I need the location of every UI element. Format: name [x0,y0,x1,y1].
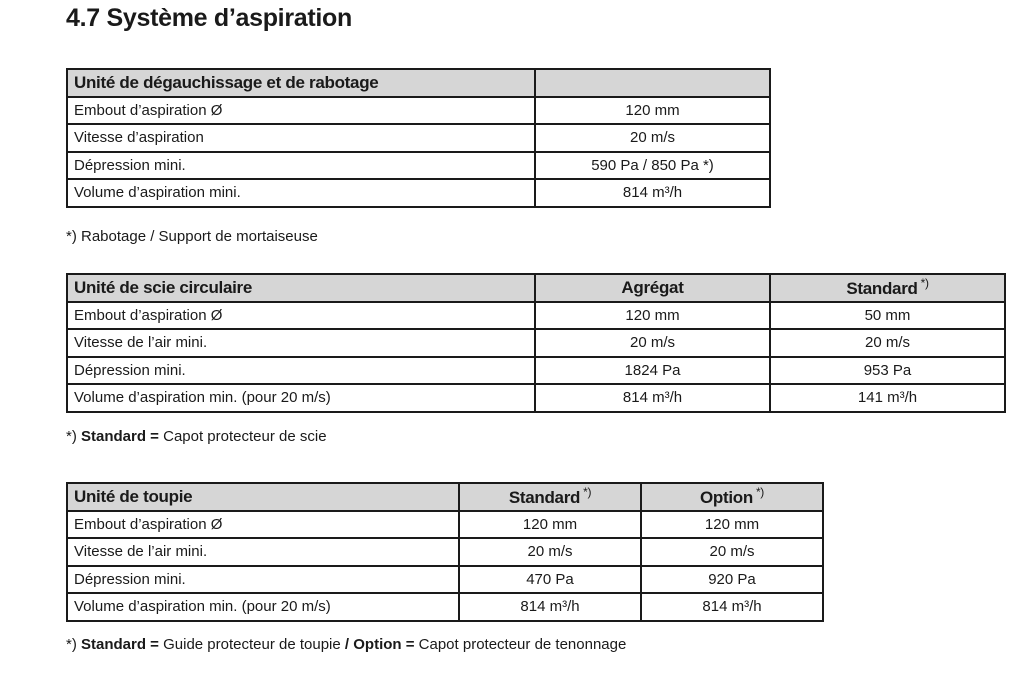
row-value: 590 Pa / 850 Pa *) [535,152,770,180]
row-label: Embout d’aspiration Ø [67,97,535,125]
footnote-text: Guide protecteur de toupie [158,636,345,653]
row-value: 470 Pa [459,566,641,594]
row-value: 20 m/s [770,329,1005,357]
row-value: 814 m³/h [535,384,770,412]
header-cell: Unité de toupie [67,483,459,511]
row-value: 814 m³/h [535,179,770,207]
table-row [67,302,1005,330]
footnote-bold: / Option = [344,636,415,653]
circular-saw-table [66,273,1006,413]
row-value: 20 m/s [535,329,770,357]
header-cell [641,483,823,511]
table-row [67,357,1005,385]
table-row [67,179,770,207]
footnote-prefix: *) [66,636,81,653]
row-label: Vitesse de l’air mini. [67,538,459,566]
header-cell: Agrégat [535,274,770,302]
row-value: 953 Pa [770,357,1005,385]
footnote [66,636,626,653]
footnote-prefix: *) [66,428,81,445]
table-header-row [67,69,770,97]
header-cell: Unité de scie circulaire [67,274,535,302]
row-label: Embout d’aspiration Ø [67,302,535,330]
row-value: 1824 Pa [535,357,770,385]
planing-unit-table [66,68,771,208]
row-value: 20 m/s [459,538,641,566]
header-cell: Unité de dégauchissage et de rabotage [67,69,535,97]
row-label: Embout d’aspiration Ø [67,511,459,539]
footnote-marker: *) [755,485,765,500]
row-value: 120 mm [459,511,641,539]
table-row [67,97,770,125]
row-label: Vitesse d’aspiration [67,124,535,152]
footnote-bold: Standard = [81,636,159,653]
row-label: Dépression mini. [67,152,535,180]
table-row [67,538,823,566]
row-value: 814 m³/h [459,593,641,621]
table-row [67,511,823,539]
section-title: 4.7 Système d’aspiration [66,4,352,32]
row-label: Dépression mini. [67,357,535,385]
table-header-row [67,483,823,511]
table-row [67,593,823,621]
footnote-marker: *) [583,485,592,500]
row-value: 20 m/s [641,538,823,566]
header-cell [459,483,641,511]
footnote [66,428,327,445]
footnote-text: Capot protecteur de tenonnage [414,636,627,653]
row-value: 120 mm [535,97,770,125]
header-cell [535,69,770,97]
footnote-bold: Standard = [81,428,159,445]
row-label: Volume d’aspiration min. (pour 20 m/s) [67,384,535,412]
row-value: 50 mm [770,302,1005,330]
row-value: 120 mm [535,302,770,330]
row-label: Vitesse de l’air mini. [67,329,535,357]
row-label: Dépression mini. [67,566,459,594]
row-value: 20 m/s [535,124,770,152]
header-label: Standard [508,488,581,508]
row-label: Volume d’aspiration mini. [67,179,535,207]
footnote-marker: *) [920,276,929,291]
table-row [67,124,770,152]
table-row [67,384,1005,412]
header-label: Option [699,488,753,508]
header-label: Standard [846,279,918,299]
table-row [67,566,823,594]
footnote: *) Rabotage / Support de mortaiseuse [66,228,318,245]
table-header-row [67,274,1005,302]
row-value: 141 m³/h [770,384,1005,412]
row-value: 814 m³/h [641,593,823,621]
footnote-text: Capot protecteur de scie [158,428,327,445]
row-value: 920 Pa [641,566,823,594]
table-row [67,329,1005,357]
row-label: Volume d’aspiration min. (pour 20 m/s) [67,593,459,621]
table-row [67,152,770,180]
row-value: 120 mm [641,511,823,539]
header-cell [770,274,1005,302]
spindle-moulder-table [66,482,824,622]
